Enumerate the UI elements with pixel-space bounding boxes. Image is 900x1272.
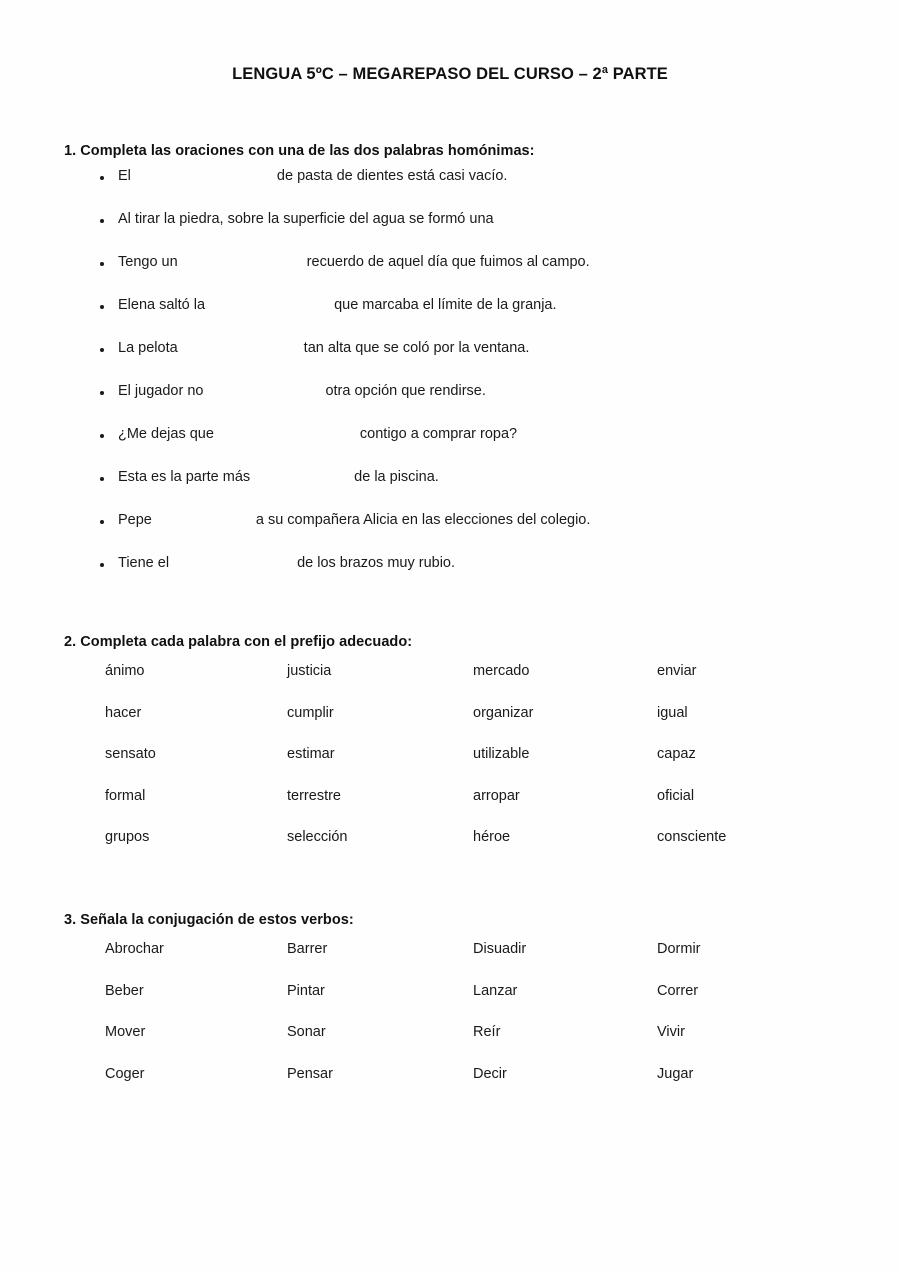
sentence-text-after-blank: contigo a comprar ropa? — [359, 426, 518, 442]
answer-blank[interactable] — [178, 340, 304, 356]
answer-blank[interactable] — [152, 512, 256, 528]
sentence-text-after-blank: de pasta de dientes está casi vacío. — [276, 168, 508, 184]
prefix-word-cell[interactable]: mercado — [473, 663, 530, 679]
sentence-item — [118, 426, 880, 446]
sentence-text-before-blank: Tiene el — [118, 555, 170, 571]
prefix-word-cell[interactable]: oficial — [657, 787, 695, 804]
sentence-text-before-blank: Tengo un — [118, 254, 178, 270]
sentence-item — [118, 555, 880, 575]
prefix-word-cell[interactable]: hacer — [105, 704, 142, 721]
sentence-text-before-blank: ¿Me dejas que — [118, 426, 214, 442]
verb-cell[interactable]: Disuadir — [473, 941, 527, 957]
verb-cell[interactable]: Pintar — [287, 982, 325, 999]
answer-blank[interactable] — [250, 469, 354, 485]
prefix-word-cell[interactable]: arropar — [473, 787, 520, 804]
exercise-2-word-grid — [0, 663, 900, 871]
verb-cell[interactable]: Jugar — [657, 1065, 694, 1082]
exercise-3-verb-grid — [0, 941, 900, 1107]
word-grid-row — [0, 829, 900, 871]
prefix-word-cell[interactable]: igual — [657, 704, 688, 721]
word-grid-row — [0, 705, 900, 747]
prefix-word-cell[interactable]: héroe — [473, 829, 511, 845]
prefix-word-cell[interactable]: capaz — [657, 746, 696, 762]
sentence-item — [118, 254, 880, 274]
prefix-word-cell[interactable]: ánimo — [105, 663, 145, 679]
word-grid-row — [0, 788, 900, 830]
verb-cell[interactable]: Reír — [473, 1024, 501, 1040]
sentence-text-before-blank: Pepe — [118, 512, 152, 528]
sentence-text-after-blank: recuerdo de aquel día que fuimos al campo. — [306, 254, 590, 270]
answer-blank[interactable] — [178, 254, 307, 270]
verb-cell[interactable]: Pensar — [287, 1065, 333, 1082]
sentence-item — [118, 383, 880, 403]
prefix-word-cell[interactable]: formal — [105, 787, 146, 804]
prefix-word-cell[interactable]: organizar — [473, 704, 534, 721]
prefix-word-cell[interactable]: terrestre — [287, 787, 341, 804]
prefix-word-cell[interactable]: sensato — [105, 746, 156, 762]
verb-cell[interactable]: Sonar — [287, 1024, 326, 1040]
sentence-text-after-blank: otra opción que rendirse. — [325, 383, 486, 399]
prefix-word-cell[interactable]: selección — [287, 829, 348, 845]
sentence-text-after-blank: tan alta que se coló por la ventana. — [303, 340, 530, 356]
verb-cell[interactable]: Abrochar — [105, 941, 164, 957]
verb-cell[interactable]: Coger — [105, 1065, 145, 1082]
sentence-text-before-blank: El jugador no — [118, 383, 204, 399]
exercise-1-heading: 1. Completa las oraciones con una de las dos palabras homónimas: — [64, 143, 535, 160]
word-grid-row — [0, 746, 900, 788]
verb-cell[interactable]: Lanzar — [473, 982, 518, 999]
sentence-item — [118, 512, 880, 532]
answer-blank[interactable] — [214, 426, 360, 442]
sentence-text-before-blank: Esta es la parte más — [118, 469, 251, 485]
verb-cell[interactable]: Correr — [657, 982, 699, 999]
verb-cell[interactable]: Dormir — [657, 941, 701, 957]
word-grid-row — [0, 663, 900, 705]
verb-cell[interactable]: Vivir — [657, 1024, 685, 1040]
answer-blank[interactable] — [203, 383, 325, 399]
sentence-item — [118, 168, 880, 188]
verb-cell[interactable]: Mover — [105, 1024, 146, 1040]
word-grid-row — [0, 983, 900, 1025]
sentence-text-before-blank: La pelota — [118, 340, 178, 356]
sentence-item — [118, 340, 880, 360]
sentence-text-after-blank: a su compañera Alicia en las elecciones del colegio. — [255, 512, 591, 528]
sentence-item — [118, 211, 880, 231]
prefix-word-cell[interactable]: cumplir — [287, 704, 334, 721]
word-grid-row — [0, 941, 900, 983]
sentence-text-after-blank: de los brazos muy rubio. — [297, 555, 456, 571]
exercise-2-heading: 2. Completa cada palabra con el prefijo adecuado: — [64, 634, 413, 651]
sentence-text-before-blank: Elena saltó la — [118, 297, 206, 313]
prefix-word-cell[interactable]: consciente — [657, 829, 727, 845]
sentence-text-before-blank: Al tirar la piedra, sobre la superficie del agua se formó una — [118, 211, 494, 227]
prefix-word-cell[interactable]: justicia — [287, 663, 332, 679]
sentence-text-before-blank: El — [118, 168, 131, 184]
prefix-word-cell[interactable]: utilizable — [473, 746, 530, 762]
word-grid-row — [0, 1024, 900, 1066]
word-grid-row — [0, 1066, 900, 1108]
prefix-word-cell[interactable]: estimar — [287, 746, 335, 762]
prefix-word-cell[interactable]: enviar — [657, 663, 697, 679]
sentence-item — [118, 297, 880, 317]
answer-blank[interactable] — [131, 168, 277, 184]
verb-cell[interactable]: Barrer — [287, 941, 328, 957]
page-title: LENGUA 5ºC – MEGAREPASO DEL CURSO – 2ª PARTE — [232, 65, 668, 84]
verb-cell[interactable]: Decir — [473, 1065, 507, 1082]
sentence-text-after-blank: que marcaba el límite de la granja. — [334, 297, 557, 313]
prefix-word-cell[interactable]: grupos — [105, 829, 150, 845]
answer-blank[interactable] — [205, 297, 334, 313]
answer-blank[interactable] — [169, 555, 297, 571]
exercise-3-heading: 3. Señala la conjugación de estos verbos: — [64, 912, 354, 929]
sentence-text-after-blank: de la piscina. — [354, 469, 439, 485]
sentence-item — [118, 469, 880, 489]
verb-cell[interactable]: Beber — [105, 982, 144, 999]
